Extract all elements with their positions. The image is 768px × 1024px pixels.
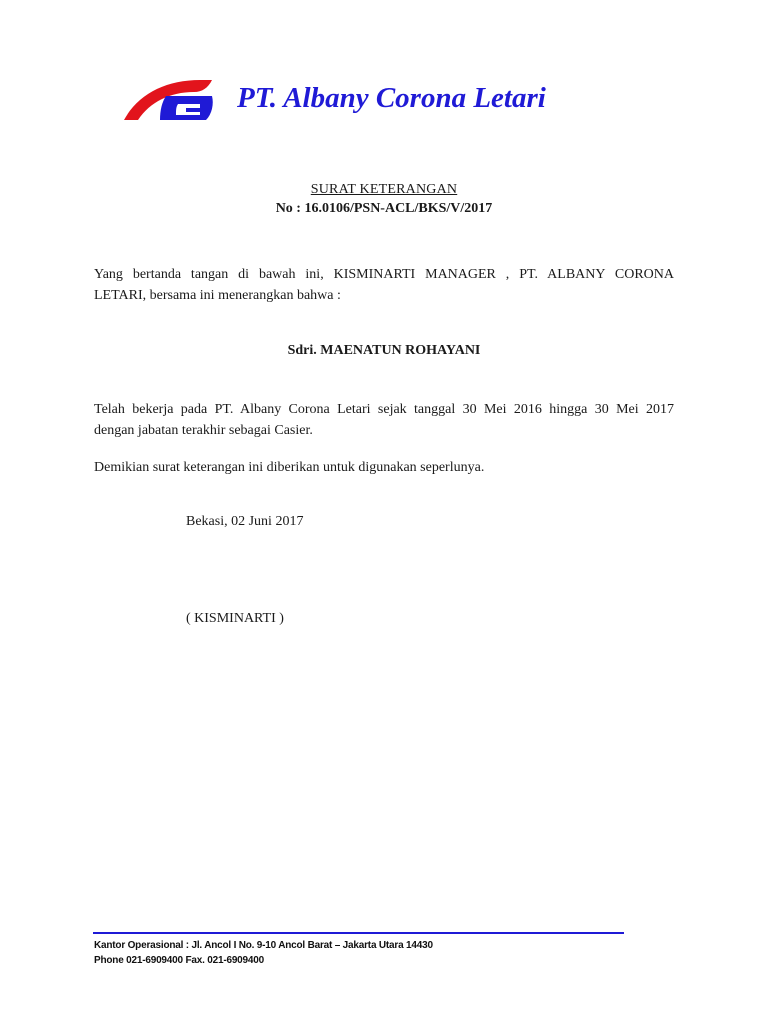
employment-line-2: dengan jabatan terakhir sebagai Casier. [94,423,313,438]
signer-name: ( KISMINARTI ) [186,611,284,626]
company-name: PT. Albany Corona Letari [237,82,546,114]
intro-line-1: Yang bertanda tangan di bawah ini, KISMINARTI MANAGER , PT. ALBANY CORONA [94,267,674,282]
footer-phone: Phone 021-6909400 Fax. 021-6909400 [94,955,264,966]
intro-line-2: LETARI, bersama ini menerangkan bahwa : [94,288,341,303]
employment-paragraph [94,399,674,441]
letter-number: No : 16.0106/PSN-ACL/BKS/V/2017 [275,201,493,216]
albany-corona-arc-logo-icon [120,74,216,124]
subject-name: Sdri. MAENATUN ROHAYANI [287,343,481,358]
place-date: Bekasi, 02 Juni 2017 [186,514,304,529]
letter-title: SURAT KETERANGAN [310,182,458,197]
employment-line-1: Telah bekerja pada PT. Albany Corona Letari sejak tanggal 30 Mei 2016 hingga 30 Mei 2017 [94,402,674,417]
closing-paragraph: Demikian surat keterangan ini diberikan untuk digunakan seperlunya. [94,460,485,475]
footer-address: Kantor Operasional : Jl. Ancol I No. 9-10 Ancol Barat – Jakarta Utara 14430 [94,940,433,951]
intro-paragraph [94,264,674,306]
footer-divider [93,932,624,934]
